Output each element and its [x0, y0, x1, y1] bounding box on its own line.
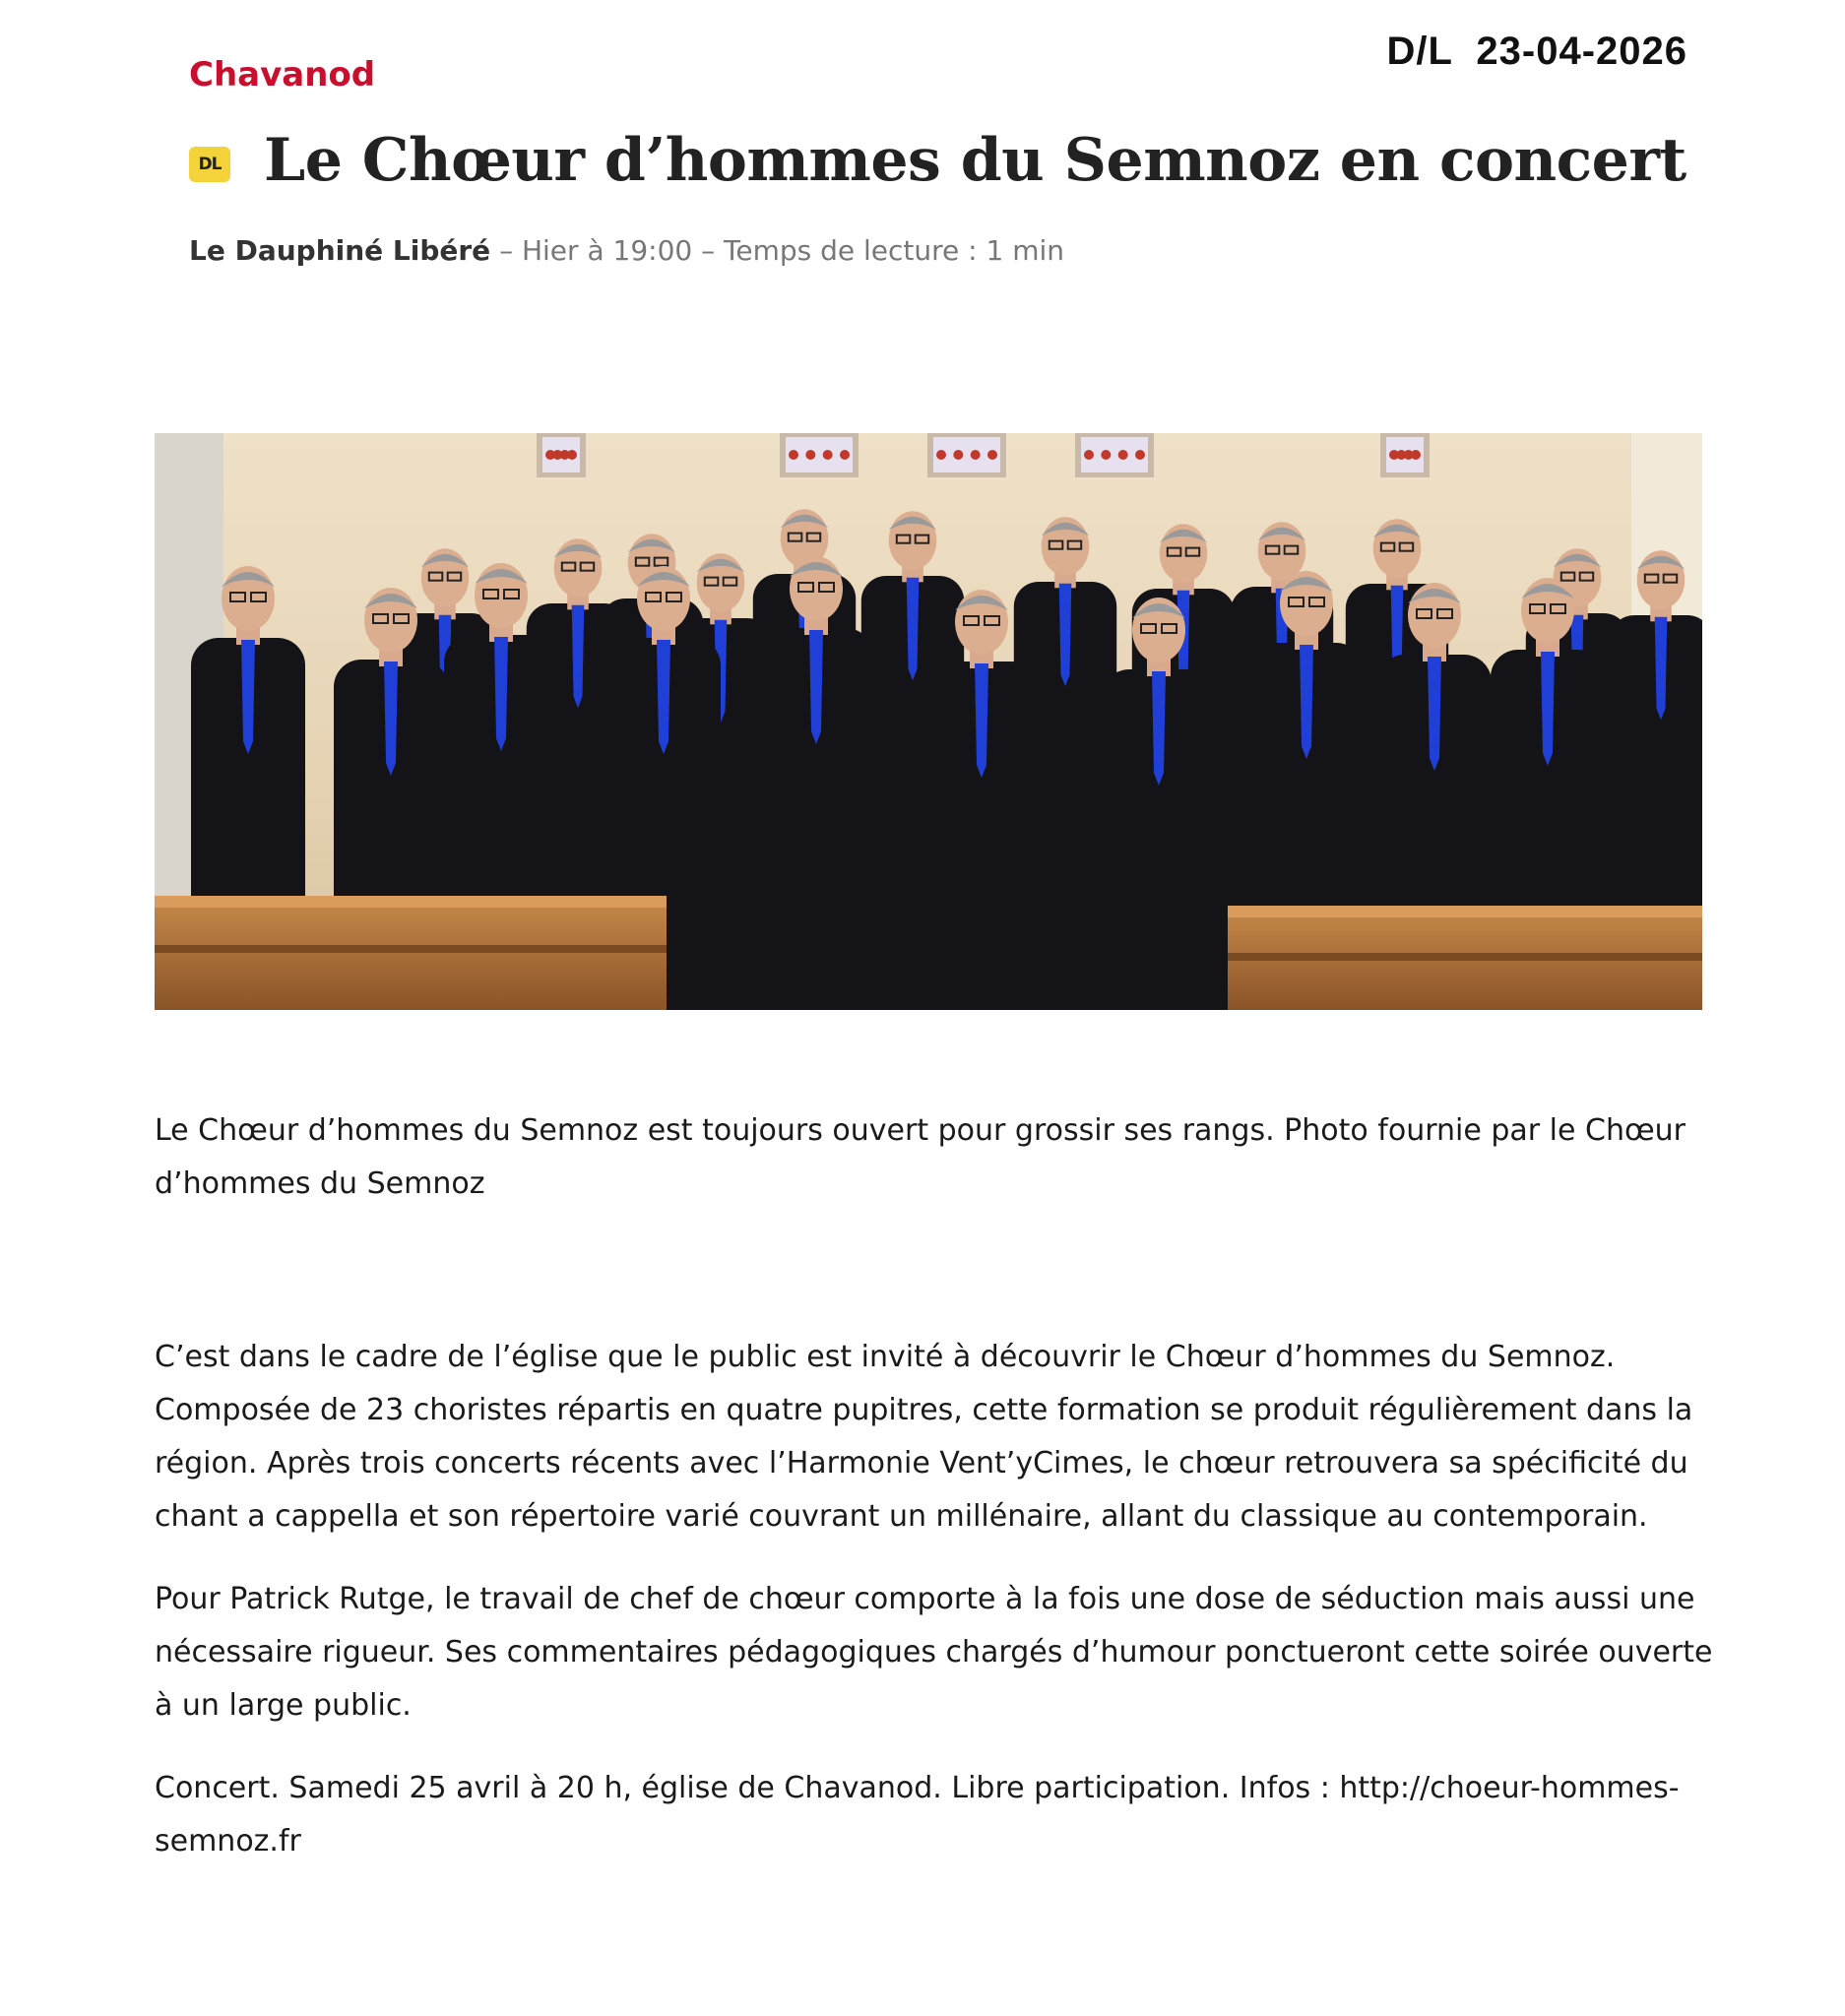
stained-glass-window: [927, 433, 1006, 477]
byline-meta: – Hier à 19:00 – Temps de lecture : 1 min: [490, 234, 1065, 267]
byline-source[interactable]: Le Dauphiné Libéré: [189, 234, 491, 267]
article-kicker[interactable]: Chavanod: [189, 55, 376, 94]
paragraph-3: Concert. Samedi 25 avril à 20 h, église de Chavanod. Libre participation. Infos : http://choeur-hommes-semnoz.fr: [155, 1771, 1680, 1858]
stained-glass-window: [780, 433, 859, 477]
byline: [189, 234, 1064, 267]
article-title: Le Chœur d’hommes du Semnoz en concert: [264, 126, 1686, 195]
headline-row: [189, 126, 1686, 195]
stained-glass-window: [1380, 433, 1430, 477]
stained-glass-window: [1075, 433, 1154, 477]
article-body: [155, 1331, 1730, 1898]
dl-logo-icon: [189, 147, 230, 182]
photo-caption: Le Chœur d’hommes du Semnoz est toujours ouvert pour grossir ses rangs. Photo fournie par le Chœur d’hommes du Semnoz: [155, 1113, 1686, 1201]
date-stamp: D/L 23-04-2026: [1386, 30, 1687, 73]
paragraph-1: C’est dans le cadre de l’église que le public est invité à découvrir le Chœur d’hommes du Semnoz. Composée de 23 choristes répartis en quatre pupitres, cette formation se produit régulièrement dans la région. Après trois concerts récents avec l’Harmonie Vent’yCimes, le chœur retrouvera sa spécificité du chant a cappella et son répertoire varié couvrant un millénaire, allant du classique au contemporain.: [155, 1340, 1693, 1534]
pew-left: [155, 896, 667, 1010]
choir-photo: [155, 433, 1702, 1010]
stained-glass-window: [537, 433, 586, 477]
pew-right: [1228, 906, 1702, 1010]
dl-logo-text: DL: [198, 155, 222, 174]
paragraph-2: Pour Patrick Rutge, le travail de chef de chœur comporte à la fois une dose de séduction mais aussi une nécessaire rigueur. Ses commentaires pédagogiques chargés d’humour ponctueront cette soirée ouverte à un large public.: [155, 1582, 1713, 1723]
